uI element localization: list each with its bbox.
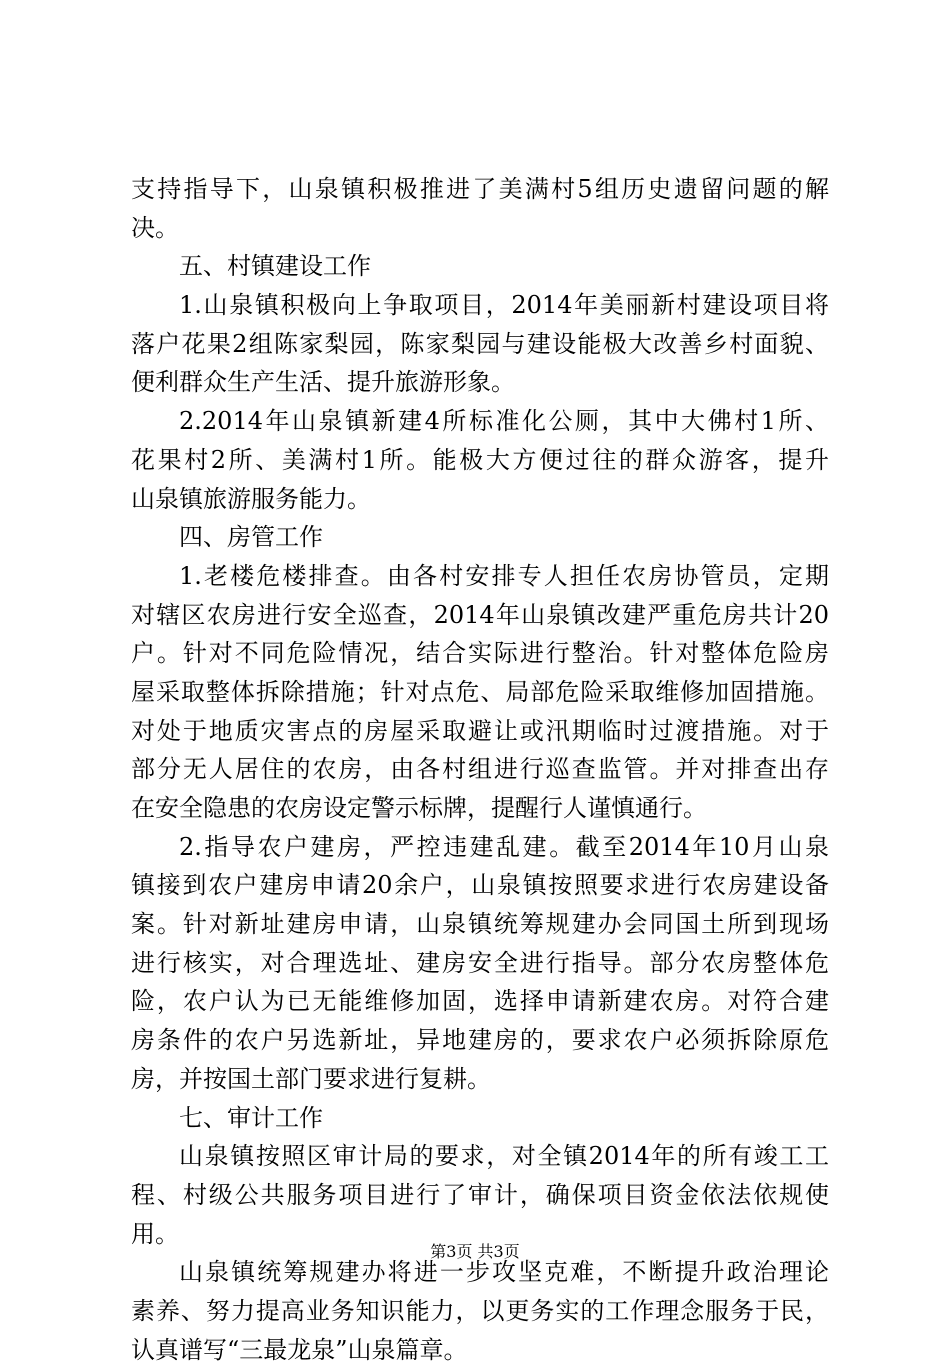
paragraph-line: 决。 [131, 213, 179, 242]
paragraph-line: 房，并按国土部门要求进行复耕。 [131, 1064, 491, 1093]
paragraph-line: 山泉镇旅游服务能力。 [131, 484, 371, 513]
paragraph-line: 房条件的农户另选新址，异地建房的，要求农户必须拆除原危 [131, 1026, 829, 1055]
paragraph-line: 素养、努力提高业务知识能力，以更务实的工作理念服务于民， [131, 1296, 829, 1325]
paragraph-line: 在安全隐患的农房设定警示标牌，提醒行人谨慎通行。 [131, 794, 707, 822]
paragraph-line: 1.山泉镇积极向上争取项目，2014年美丽新村建设项目将 [179, 291, 829, 320]
paragraph-line: 山泉镇按照区审计局的要求，对全镇2014年的所有竣工工 [179, 1142, 829, 1171]
paragraph-line: 1.老楼危楼排查。由各村安排专人担任农房协管员，定期 [179, 561, 829, 590]
paragraph-line: 险，农户认为已无能维修加固，选择申请新建农房。对符合建 [131, 987, 829, 1016]
document-body [131, 170, 829, 1369]
paragraph-line: 户。针对不同危险情况，结合实际进行整治。针对整体危险房 [131, 639, 829, 668]
paragraph-line: 便利群众生产生活、提升旅游形象。 [131, 368, 515, 397]
paragraph-line: 程、村级公共服务项目进行了审计，确保项目资金依法依规使 [131, 1180, 829, 1209]
paragraph-line: 2.指导农户建房，严控违建乱建。截至2014年10月山泉 [179, 832, 829, 861]
paragraph-line: 屋采取整体拆除措施；针对点危、局部危险采取维修加固措施。 [131, 677, 829, 706]
paragraph-line: 2.2014年山泉镇新建4所标准化公厕，其中大佛村1所、 [179, 407, 829, 436]
paragraph-line: 用。 [131, 1219, 179, 1248]
paragraph-line: 落户花果2组陈家梨园，陈家梨园与建设能极大改善乡村面貌、 [131, 329, 829, 358]
paragraph-line: 花果村2所、美满村1所。能极大方便过往的群众游客，提升 [131, 445, 829, 474]
section-heading: 五、村镇建设工作 [179, 252, 371, 281]
paragraph-line: 认真谱写“三最龙泉”山泉篇章。 [131, 1335, 468, 1364]
paragraph-line: 对辖区农房进行安全巡查，2014年山泉镇改建严重危房共计20 [131, 600, 829, 629]
paragraph-line: 支持指导下，山泉镇积极推进了美满村5组历史遗留问题的解 [131, 175, 829, 203]
page-footer: 第3页 共3页 [430, 1242, 520, 1261]
paragraph-line: 案。针对新址建房申请，山泉镇统筹规建办会同国土所到现场 [131, 910, 829, 939]
section-heading: 四、房管工作 [179, 523, 323, 552]
paragraph-line: 镇接到农户建房申请20余户，山泉镇按照要求进行农房建设备 [131, 871, 829, 900]
paragraph-line: 对处于地质灾害点的房屋采取避让或汛期临时过渡措施。对于 [131, 716, 829, 745]
paragraph-line: 部分无人居住的农房，由各村组进行巡查监管。并对排查出存 [131, 755, 829, 784]
paragraph-line: 山泉镇统筹规建办将进一步攻坚克难，不断提升政治理论 [179, 1258, 829, 1287]
paragraph-line: 进行核实，对合理选址、建房安全进行指导。部分农房整体危 [131, 948, 829, 977]
section-heading: 七、审计工作 [179, 1103, 323, 1132]
